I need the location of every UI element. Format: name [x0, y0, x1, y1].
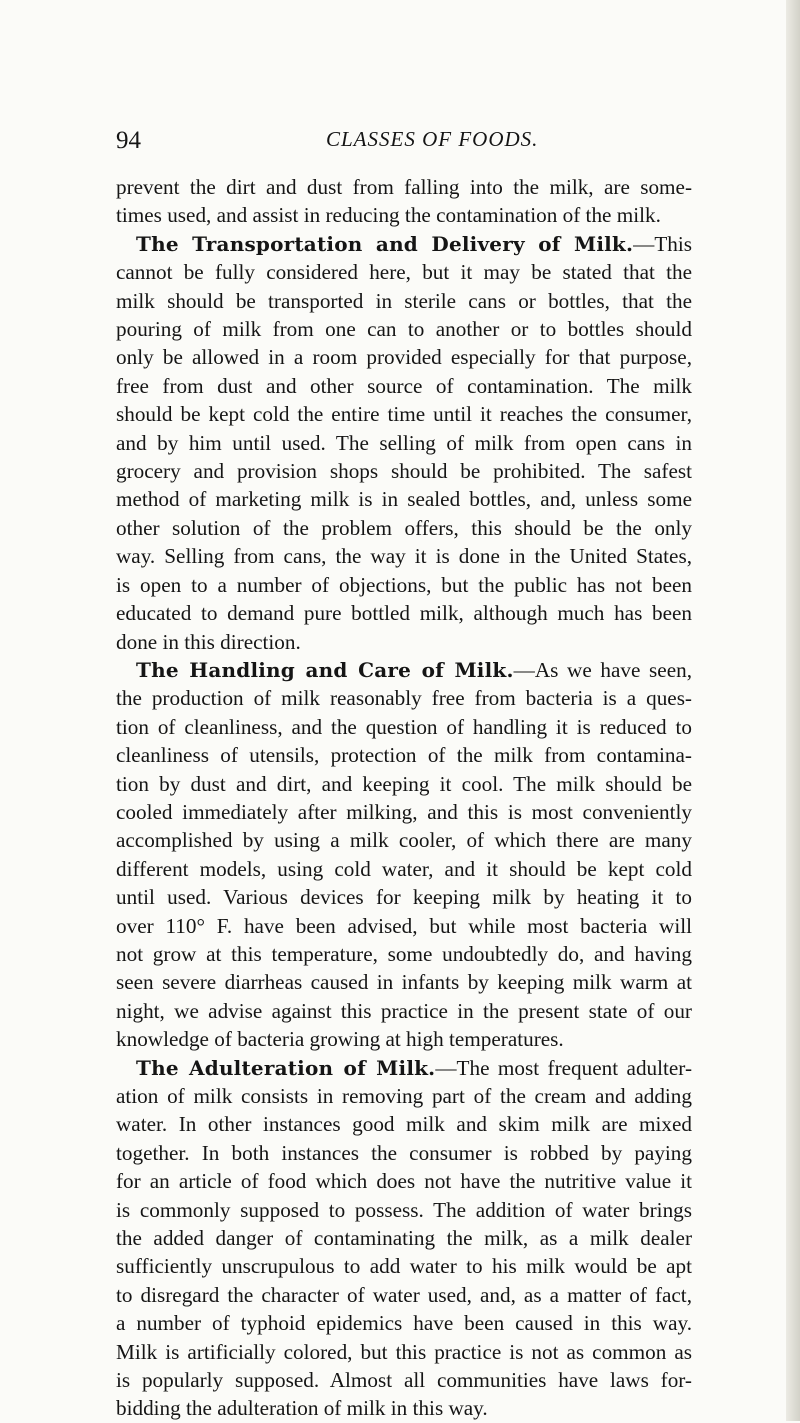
line-text: way. Selling from cans, the way it is done in the United States, — [116, 544, 692, 569]
text-line — [116, 770, 692, 798]
line-text: method of marketing milk is in sealed bottles, and, unless some — [116, 487, 692, 512]
line-text: tion by dust and dirt, and keeping it cool. The milk should be — [116, 771, 692, 796]
line-text: a number of typhoid epidemics have been caused in this way. — [116, 1311, 692, 1336]
line-text: together. In both instances the consumer is robbed by paying — [116, 1140, 692, 1165]
text-line — [116, 1338, 692, 1366]
line-text: free from dust and other source of contamination. The milk — [116, 373, 692, 398]
page-number: 94 — [116, 127, 141, 154]
text-line — [116, 1139, 692, 1167]
text-line — [116, 599, 692, 627]
line-text: water. In other instances good milk and skim milk are mixed — [116, 1112, 692, 1137]
text-line — [116, 1025, 692, 1053]
text-line — [116, 201, 692, 229]
line-text: until used. Various devices for keeping milk by heating it to — [116, 885, 692, 910]
line-text: only be allowed in a room provided especially for that purpose, — [116, 345, 692, 370]
line-text: cannot be fully considered here, but it may be stated that the — [116, 260, 692, 285]
line-text: is commonly supposed to possess. The addition of water brings — [116, 1197, 692, 1222]
text-line — [116, 1224, 692, 1252]
page-header — [116, 127, 696, 167]
line-text: seen severe diarrheas caused in infants by keeping milk warm at — [116, 970, 692, 995]
text-line — [116, 287, 692, 315]
section-heading-line — [116, 230, 692, 258]
line-text: different models, using cold water, and it should be kept cold — [116, 856, 692, 881]
line-text: pouring of milk from one can to another or to bottles should — [116, 317, 692, 342]
text-line — [116, 372, 692, 400]
section-heading-line — [116, 1054, 692, 1082]
line-text: times used, and assist in reducing the contamination of the milk. — [116, 203, 661, 228]
line-text: ation of milk consists in removing part of the cream and adding — [116, 1084, 692, 1108]
line-text: and by him until used. The selling of milk from open cans in — [116, 430, 692, 455]
text-line — [116, 940, 692, 968]
text-line — [116, 968, 692, 996]
line-text: cooled immediately after milking, and this is most conveniently — [116, 799, 692, 824]
text-line — [116, 173, 692, 201]
line-text: prevent the dirt and dust from falling into the milk, are some- — [116, 175, 692, 199]
line-text: accomplished by using a milk cooler, of which there are many — [116, 828, 692, 853]
line-text: the production of milk reasonably free from bacteria is a ques- — [116, 686, 692, 711]
line-text: —As we have seen, — [513, 657, 692, 682]
line-text: not grow at this temperature, some undoubtedly do, and having — [116, 941, 692, 966]
text-line — [116, 1366, 692, 1394]
line-text: the added danger of contaminating the milk, as a milk dealer — [116, 1226, 692, 1251]
section-heading: The Handling and Care of Milk. — [136, 657, 514, 682]
line-text: done in this direction. — [116, 629, 301, 654]
page-edge-shadow — [786, 0, 800, 1421]
text-line — [116, 514, 692, 542]
text-line — [116, 883, 692, 911]
text-line — [116, 912, 692, 940]
text-line — [116, 315, 692, 343]
line-text: to disregard the character of water used, and, as a matter of fact, — [116, 1282, 692, 1307]
line-text: sufficiently unscrupulous to add water to his milk would be apt — [116, 1254, 692, 1279]
line-text: Milk is artificially colored, but this practice is not as common as — [116, 1339, 692, 1364]
line-text: —This — [633, 231, 692, 256]
text-line — [116, 343, 692, 371]
text-line — [116, 1082, 692, 1110]
text-line — [116, 258, 692, 286]
text-line — [116, 1196, 692, 1224]
text-line — [116, 1281, 692, 1309]
text-line — [116, 429, 692, 457]
text-line — [116, 684, 692, 712]
line-text: is open to a number of objections, but the public has not been — [116, 572, 692, 597]
text-line — [116, 1167, 692, 1195]
line-text: educated to demand pure bottled milk, although much has been — [116, 601, 692, 626]
section-heading-line — [116, 656, 692, 684]
text-line — [116, 400, 692, 428]
text-line — [116, 457, 692, 485]
text-line — [116, 798, 692, 826]
body-text — [116, 173, 692, 1423]
text-line — [116, 571, 692, 599]
line-text: milk should be transported in sterile cans or bottles, that the — [116, 288, 692, 313]
text-line — [116, 1252, 692, 1280]
line-text: over 110° F. have been advised, but while most bacteria will — [116, 913, 692, 938]
line-text: other solution of the problem offers, this should be the only — [116, 515, 692, 540]
text-line — [116, 997, 692, 1025]
section-heading: The Transportation and Delivery of Milk. — [136, 231, 634, 256]
line-text: is popularly supposed. Almost all communities have laws for- — [116, 1368, 692, 1393]
line-text: should be kept cold the entire time until it reaches the consumer, — [116, 402, 692, 427]
text-line — [116, 1110, 692, 1138]
text-line — [116, 826, 692, 854]
line-text: bidding the adulteration of milk in this way. — [116, 1396, 488, 1421]
line-text: knowledge of bacteria growing at high temperatures. — [116, 1027, 564, 1052]
text-line — [116, 1309, 692, 1337]
line-text: grocery and provision shops should be prohibited. The safest — [116, 459, 692, 484]
text-line — [116, 855, 692, 883]
running-head: CLASSES OF FOODS. — [326, 127, 539, 151]
text-line — [116, 628, 692, 656]
text-line — [116, 713, 692, 741]
line-text: cleanliness of utensils, protection of the milk from contamina- — [116, 743, 692, 768]
text-line — [116, 542, 692, 570]
section-heading: The Adulteration of Milk. — [136, 1055, 436, 1080]
line-text: night, we advise against this practice in the present state of our — [116, 998, 692, 1023]
line-text: tion of cleanliness, and the question of handling it is reduced to — [116, 714, 692, 739]
text-line — [116, 741, 692, 769]
line-text: —The most frequent adulter- — [435, 1055, 692, 1080]
line-text: for an article of food which does not have the nutritive value it — [116, 1169, 692, 1194]
text-line — [116, 485, 692, 513]
text-line — [116, 1394, 692, 1422]
